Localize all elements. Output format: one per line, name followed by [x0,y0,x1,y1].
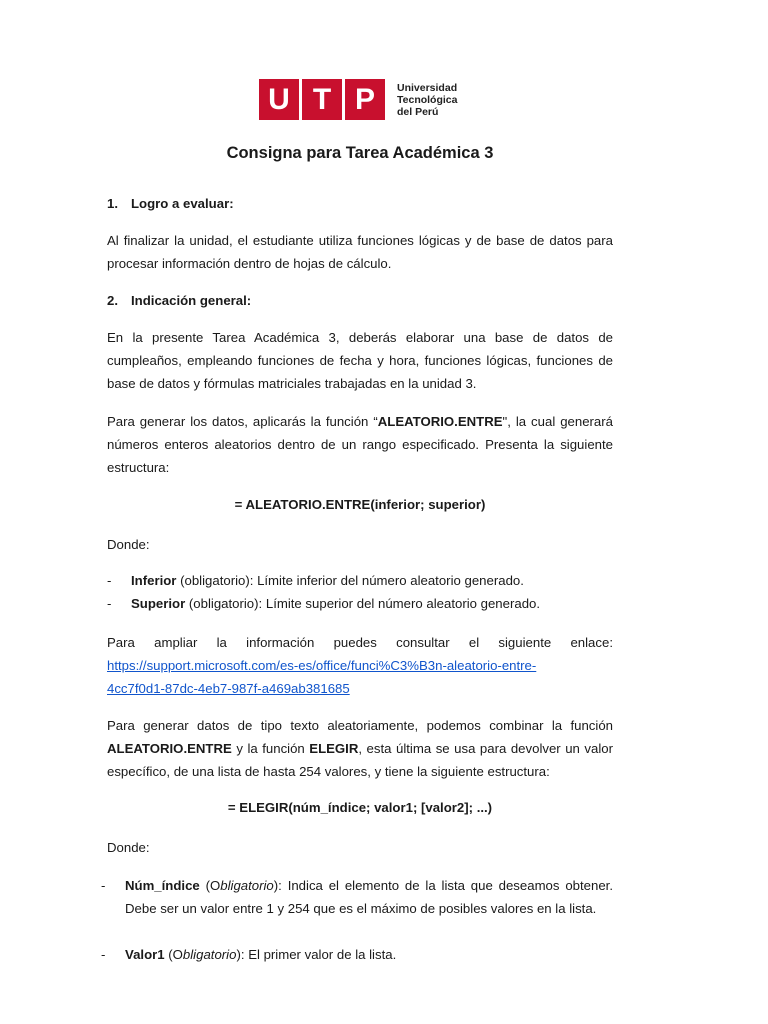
logo-text [397,82,457,118]
bullet-text-num-indice: Indica el elemento de la lista que deseamos obtener. Debe ser un valor entre 1 y 254 que es el máximo de posibles valores en la lista. [125,878,613,916]
bullet-term-inferior: Inferior [131,573,177,588]
para3-bold-aleatorio: ALEATORIO.ENTRE [107,741,232,756]
para3-text-a: Para generar datos de tipo texto aleatoriamente, podemos combinar la función [107,718,613,733]
section-1-text: Al finalizar la unidad, el estudiante utiliza funciones lógicas y de base de datos para procesar información dentro de hojas de cálculo. [107,233,613,271]
section-2-number: 2. [107,293,118,308]
para2-text-a: Para generar los datos, aplicarás la función “ [107,414,378,429]
formula-1-text: = ALEATORIO.ENTRE(inferior; superior) [234,497,486,512]
para3-text-c: , esta última se usa para devolver un valor específico, de una lista de hasta 254 valores, y tiene la siguiente estructura: [107,741,613,779]
logo-line-1: Universidad [397,81,458,94]
formula-2-text: = ELEGIR(núm_índice; valor1; [valor2]; ...) [227,800,493,815]
section-1-number: 1. [107,196,118,211]
bullet-italic-obligatorio: bligatorio [220,878,274,893]
bullet-paren-open: (O [164,947,183,962]
bullet-valor1 [101,943,613,966]
logo-line-3: del Perú [397,105,439,118]
bullet-num-indice [101,874,613,920]
utp-logo [259,79,457,120]
logo-letter-t: T [302,79,342,120]
para2-bold-function: ALEATORIO.ENTRE [377,414,503,429]
donde-label-1: Donde: [107,537,150,552]
bullet-dash: - [101,947,106,962]
logo-line-2: Tecnológica [397,93,458,106]
logo-letter-p: P [345,79,385,120]
link-line-2[interactable]: 4cc7f0d1-87dc-4eb7-987f-a469ab381685 [107,681,350,696]
bullet-term-valor1: Valor1 [125,947,165,962]
link-intro: Para ampliar la información puedes consultar el siguiente enlace: [107,635,613,650]
bullet-paren-open: (O [199,878,221,893]
bullet-paren-close: ): [273,878,288,893]
bullet-text-superior: (obligatorio): Límite superior del número aleatorio generado. [185,596,541,611]
bullet-inferior [107,569,613,592]
para3-text-b: y la función [231,741,310,756]
bullet-superior [107,592,613,615]
formula-elegir [0,800,720,815]
para3-bold-elegir: ELEGIR [309,741,359,756]
microsoft-support-link[interactable] [107,654,613,700]
bullet-text-valor1: El primer valor de la lista. [248,947,397,962]
bullet-italic-obligatorio: bligatorio [182,947,237,962]
formula-aleatorio-entre [0,497,720,512]
bullet-paren-close: ): [236,947,249,962]
document-title: Consigna para Tarea Académica 3 [226,144,494,162]
link-line-1[interactable]: https://support.microsoft.com/es-es/office/funci%C3%B3n-aleatorio-entre- [107,658,537,673]
donde-label-2: Donde: [107,840,150,855]
section-1-title: Logro a evaluar: [131,196,234,211]
bullet-dash: - [101,878,106,893]
para2-text-b: ", la cual generará números enteros aleatorios dentro de un rango especificado. Presenta la siguiente estructura: [107,414,613,475]
bullet-dash: - [107,596,112,611]
bullet-text-inferior: (obligatorio): Límite inferior del número aleatorio generado. [176,573,524,588]
logo-letter-u: U [259,79,299,120]
section-2-paragraph-2 [107,410,613,479]
bullet-dash: - [107,573,112,588]
section-2-heading [107,289,613,312]
section-2-paragraph-3 [107,714,613,783]
bullet-term-superior: Superior [131,596,186,611]
section-2-paragraph-1: En la presente Tarea Académica 3, deberás elaborar una base de datos de cumpleaños, empleando funciones de fecha y hora, funciones lógicas, funciones de base de datos y fórmulas matriciales trabajadas en la unidad 3. [107,330,613,391]
section-1-heading [107,192,613,215]
bullet-term-num-indice: Núm_índice [125,878,200,893]
section-2-title: Indicación general: [131,293,252,308]
